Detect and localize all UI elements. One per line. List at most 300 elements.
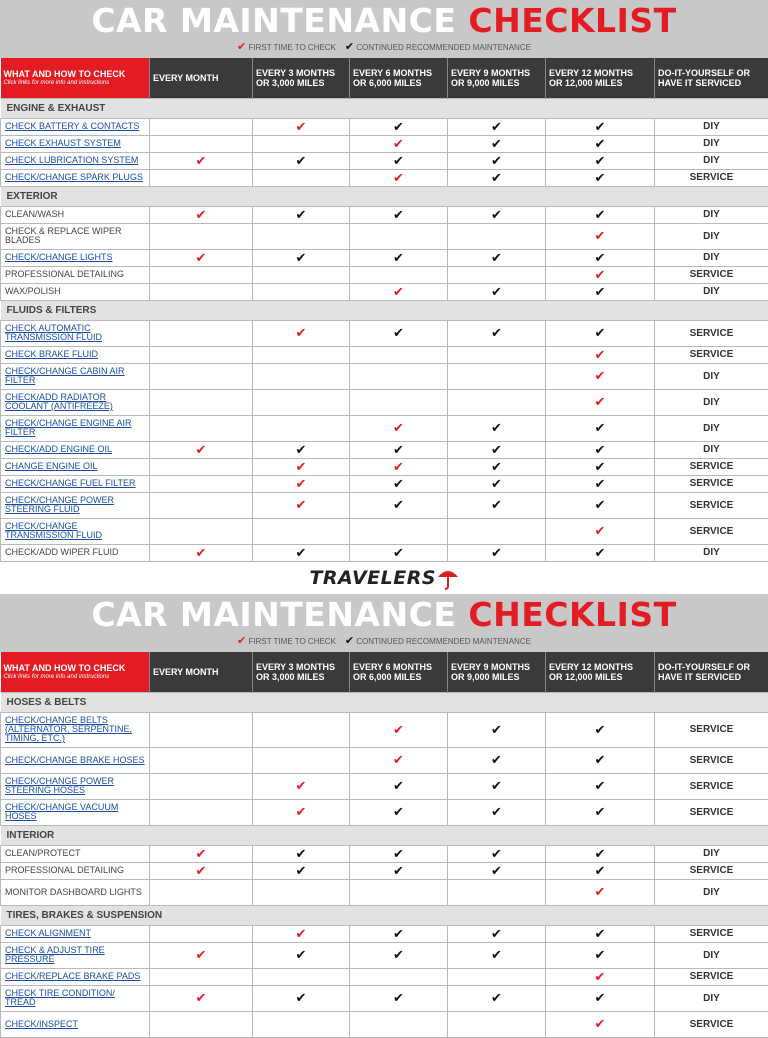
- task-label: CHECK/ADD WIPER FLUID: [1, 544, 150, 561]
- table-row: [1, 206, 768, 223]
- table-row: [1, 862, 768, 879]
- task-link[interactable]: CHECK ALIGNMENT: [1, 925, 150, 942]
- legend-first-time: FIRST TIME TO CHECK: [249, 637, 336, 646]
- black-check-icon: ✔: [546, 845, 655, 862]
- red-check-icon: ✔: [150, 249, 253, 266]
- maintenance-table-2: [0, 652, 768, 1038]
- legend: [0, 40, 768, 55]
- black-check-icon: ✔: [448, 249, 546, 266]
- diy-or-service: SERVICE: [655, 458, 768, 475]
- red-check-icon: ✔: [150, 942, 253, 968]
- black-check-icon: ✔: [448, 773, 546, 799]
- empty-cell: [253, 135, 350, 152]
- table-row: [1, 968, 768, 985]
- diy-or-service: DIY: [655, 152, 768, 169]
- empty-cell: [448, 363, 546, 389]
- task-link[interactable]: CHECK/CHANGE LIGHTS: [1, 249, 150, 266]
- col-9-months: EVERY 9 MONTHS OR 9,000 MILES: [448, 652, 546, 692]
- red-check-icon: ✔: [150, 862, 253, 879]
- black-check-icon: ✔: [350, 320, 448, 346]
- maintenance-table-1: [0, 58, 768, 562]
- empty-cell: [350, 879, 448, 905]
- table-row: [1, 773, 768, 799]
- empty-cell: [350, 266, 448, 283]
- col-3-months: EVERY 3 MONTHS OR 3,000 MILES: [253, 58, 350, 98]
- black-check-icon: ✔: [350, 544, 448, 561]
- table-row: [1, 118, 768, 135]
- red-check-icon: ✔: [253, 799, 350, 825]
- empty-cell: [150, 1011, 253, 1037]
- diy-or-service: SERVICE: [655, 773, 768, 799]
- empty-cell: [150, 223, 253, 249]
- black-check-icon: ✔: [350, 206, 448, 223]
- diy-or-service: SERVICE: [655, 747, 768, 773]
- black-check-icon: ✔: [350, 118, 448, 135]
- task-label: CLEAN/WASH: [1, 206, 150, 223]
- black-check-icon: ✔: [448, 320, 546, 346]
- col-12-months: EVERY 12 MONTHS OR 12,000 MILES: [546, 652, 655, 692]
- black-check-icon: ✔: [546, 985, 655, 1011]
- black-check-icon: ✔: [350, 925, 448, 942]
- empty-cell: [150, 346, 253, 363]
- diy-or-service: DIY: [655, 942, 768, 968]
- empty-cell: [150, 415, 253, 441]
- empty-cell: [253, 389, 350, 415]
- black-check-icon: ✔: [448, 544, 546, 561]
- col-what-how: WHAT AND HOW TO CHECK Click links for more info and instructions: [1, 652, 150, 692]
- empty-cell: [253, 346, 350, 363]
- black-check-icon: ✔: [350, 152, 448, 169]
- section-header: [1, 905, 768, 925]
- diy-or-service: DIY: [655, 441, 768, 458]
- diy-or-service: SERVICE: [655, 1011, 768, 1037]
- empty-cell: [150, 475, 253, 492]
- task-link[interactable]: CHECK/ADD RADIATOR COOLANT (ANTIFREEZE): [1, 389, 150, 415]
- task-link[interactable]: CHANGE ENGINE OIL: [1, 458, 150, 475]
- red-check-icon: ✔: [237, 41, 246, 53]
- black-check-icon: ✔: [546, 925, 655, 942]
- black-check-icon: ✔: [448, 441, 546, 458]
- black-check-icon: ✔: [546, 773, 655, 799]
- red-check-icon: ✔: [546, 223, 655, 249]
- page-title: CAR MAINTENANCE CHECKLIST: [0, 0, 768, 40]
- red-check-icon: ✔: [253, 925, 350, 942]
- empty-cell: [150, 968, 253, 985]
- table-row: [1, 223, 768, 249]
- task-link[interactable]: CHECK/CHANGE BELTS (ALTERNATOR, SERPENTINE, TIMING, ETC.): [1, 712, 150, 747]
- col-3-months: EVERY 3 MONTHS OR 3,000 MILES: [253, 652, 350, 692]
- col-6-months: EVERY 6 MONTHS OR 6,000 MILES: [350, 652, 448, 692]
- col-12-months: EVERY 12 MONTHS OR 12,000 MILES: [546, 58, 655, 98]
- table-row: [1, 925, 768, 942]
- table-row: [1, 712, 768, 747]
- section-title: TIRES, BRAKES & SUSPENSION: [1, 905, 768, 925]
- black-check-icon: ✔: [448, 135, 546, 152]
- black-check-icon: ✔: [448, 475, 546, 492]
- empty-cell: [253, 415, 350, 441]
- red-check-icon: ✔: [546, 363, 655, 389]
- section-header: [1, 98, 768, 118]
- empty-cell: [448, 968, 546, 985]
- black-check-icon: ✔: [448, 942, 546, 968]
- table-row: [1, 845, 768, 862]
- red-check-icon: ✔: [150, 441, 253, 458]
- red-check-icon: ✔: [546, 1011, 655, 1037]
- black-check-icon: ✔: [350, 492, 448, 518]
- empty-cell: [253, 283, 350, 300]
- black-check-icon: ✔: [253, 862, 350, 879]
- red-check-icon: ✔: [546, 266, 655, 283]
- black-check-icon: ✔: [546, 118, 655, 135]
- task-label: PROFESSIONAL DETAILING: [1, 266, 150, 283]
- empty-cell: [253, 169, 350, 186]
- black-check-icon: ✔: [350, 441, 448, 458]
- task-link[interactable]: CHECK LUBRICATION SYSTEM: [1, 152, 150, 169]
- umbrella-icon: [437, 567, 459, 591]
- empty-cell: [150, 747, 253, 773]
- table-row: [1, 985, 768, 1011]
- diy-or-service: DIY: [655, 389, 768, 415]
- col-9-months: EVERY 9 MONTHS OR 9,000 MILES: [448, 58, 546, 98]
- red-check-icon: ✔: [150, 845, 253, 862]
- task-link[interactable]: CHECK AUTOMATIC TRANSMISSION FLUID: [1, 320, 150, 346]
- black-check-icon: ✔: [345, 635, 354, 647]
- empty-cell: [150, 320, 253, 346]
- red-check-icon: ✔: [150, 985, 253, 1011]
- black-check-icon: ✔: [448, 118, 546, 135]
- empty-cell: [150, 266, 253, 283]
- table-row: [1, 1011, 768, 1037]
- black-check-icon: ✔: [350, 942, 448, 968]
- col-every-month: EVERY MONTH: [150, 58, 253, 98]
- task-label: MONITOR DASHBOARD LIGHTS: [1, 879, 150, 905]
- section-header: [1, 825, 768, 845]
- empty-cell: [448, 346, 546, 363]
- diy-or-service: DIY: [655, 118, 768, 135]
- diy-or-service: DIY: [655, 415, 768, 441]
- table-row: [1, 544, 768, 561]
- black-check-icon: ✔: [448, 283, 546, 300]
- black-check-icon: ✔: [546, 475, 655, 492]
- empty-cell: [150, 492, 253, 518]
- black-check-icon: ✔: [546, 249, 655, 266]
- table-row: [1, 475, 768, 492]
- table-body-2: [1, 692, 768, 1037]
- table-row: [1, 415, 768, 441]
- section-header: [1, 692, 768, 712]
- red-check-icon: ✔: [253, 118, 350, 135]
- black-check-icon: ✔: [546, 458, 655, 475]
- red-check-icon: ✔: [350, 135, 448, 152]
- table-row: [1, 458, 768, 475]
- empty-cell: [150, 135, 253, 152]
- diy-or-service: SERVICE: [655, 799, 768, 825]
- diy-or-service: DIY: [655, 879, 768, 905]
- empty-cell: [448, 389, 546, 415]
- black-check-icon: ✔: [546, 320, 655, 346]
- task-link[interactable]: CHECK BATTERY & CONTACTS: [1, 118, 150, 135]
- diy-or-service: SERVICE: [655, 320, 768, 346]
- red-check-icon: ✔: [253, 475, 350, 492]
- task-link[interactable]: CHECK/CHANGE SPARK PLUGS: [1, 169, 150, 186]
- black-check-icon: ✔: [350, 475, 448, 492]
- brand-name: TRAVELERS: [309, 567, 436, 589]
- black-check-icon: ✔: [253, 206, 350, 223]
- table-row: [1, 799, 768, 825]
- table-row: [1, 879, 768, 905]
- task-label: CLEAN/PROTECT: [1, 845, 150, 862]
- task-link[interactable]: CHECK/CHANGE VACUUM HOSES: [1, 799, 150, 825]
- black-check-icon: ✔: [546, 862, 655, 879]
- diy-or-service: DIY: [655, 985, 768, 1011]
- table-row: [1, 389, 768, 415]
- red-check-icon: ✔: [546, 879, 655, 905]
- task-link[interactable]: CHECK/CHANGE FUEL FILTER: [1, 475, 150, 492]
- diy-or-service: DIY: [655, 135, 768, 152]
- black-check-icon: ✔: [350, 773, 448, 799]
- black-check-icon: ✔: [448, 925, 546, 942]
- empty-cell: [253, 968, 350, 985]
- table-row: [1, 320, 768, 346]
- diy-or-service: DIY: [655, 845, 768, 862]
- empty-cell: [150, 458, 253, 475]
- black-check-icon: ✔: [448, 206, 546, 223]
- black-check-icon: ✔: [448, 862, 546, 879]
- empty-cell: [448, 266, 546, 283]
- task-link[interactable]: CHECK/REPLACE BRAKE PADS: [1, 968, 150, 985]
- empty-cell: [150, 363, 253, 389]
- col-6-months: EVERY 6 MONTHS OR 6,000 MILES: [350, 58, 448, 98]
- red-check-icon: ✔: [546, 968, 655, 985]
- black-check-icon: ✔: [253, 249, 350, 266]
- task-link[interactable]: CHECK/ADD ENGINE OIL: [1, 441, 150, 458]
- empty-cell: [253, 879, 350, 905]
- black-check-icon: ✔: [253, 985, 350, 1011]
- black-check-icon: ✔: [448, 458, 546, 475]
- diy-or-service: SERVICE: [655, 346, 768, 363]
- black-check-icon: ✔: [546, 283, 655, 300]
- empty-cell: [448, 223, 546, 249]
- legend-continued: CONTINUED RECOMMENDED MAINTENANCE: [356, 43, 531, 52]
- black-check-icon: ✔: [448, 169, 546, 186]
- black-check-icon: ✔: [448, 747, 546, 773]
- diy-or-service: SERVICE: [655, 518, 768, 544]
- empty-cell: [448, 1011, 546, 1037]
- black-check-icon: ✔: [350, 799, 448, 825]
- empty-cell: [350, 1011, 448, 1037]
- task-link[interactable]: CHECK/INSPECT: [1, 1011, 150, 1037]
- col-every-month: EVERY MONTH: [150, 652, 253, 692]
- empty-cell: [350, 346, 448, 363]
- page-title-2: CAR MAINTENANCE CHECKLIST: [0, 594, 768, 634]
- empty-cell: [448, 879, 546, 905]
- title-band-2: [0, 594, 768, 652]
- task-link[interactable]: CHECK EXHAUST SYSTEM: [1, 135, 150, 152]
- table-row: [1, 283, 768, 300]
- black-check-icon: ✔: [253, 942, 350, 968]
- table-row: [1, 518, 768, 544]
- diy-or-service: DIY: [655, 249, 768, 266]
- diy-or-service: SERVICE: [655, 968, 768, 985]
- empty-cell: [350, 389, 448, 415]
- black-check-icon: ✔: [546, 415, 655, 441]
- table-row: [1, 266, 768, 283]
- black-check-icon: ✔: [448, 985, 546, 1011]
- black-check-icon: ✔: [546, 206, 655, 223]
- empty-cell: [150, 799, 253, 825]
- legend-first-time: FIRST TIME TO CHECK: [249, 43, 336, 52]
- section-title: EXTERIOR: [1, 186, 768, 206]
- section-header: [1, 186, 768, 206]
- diy-or-service: DIY: [655, 363, 768, 389]
- task-link[interactable]: CHECK/CHANGE ENGINE AIR FILTER: [1, 415, 150, 441]
- black-check-icon: ✔: [546, 492, 655, 518]
- black-check-icon: ✔: [546, 747, 655, 773]
- empty-cell: [253, 518, 350, 544]
- task-link[interactable]: CHECK TIRE CONDITION/ TREAD: [1, 985, 150, 1011]
- black-check-icon: ✔: [448, 799, 546, 825]
- section-title: ENGINE & EXHAUST: [1, 98, 768, 118]
- black-check-icon: ✔: [448, 845, 546, 862]
- black-check-icon: ✔: [350, 862, 448, 879]
- task-link[interactable]: CHECK/CHANGE CABIN AIR FILTER: [1, 363, 150, 389]
- black-check-icon: ✔: [546, 441, 655, 458]
- diy-or-service: SERVICE: [655, 925, 768, 942]
- red-check-icon: ✔: [150, 544, 253, 561]
- table-row: [1, 942, 768, 968]
- table-row: [1, 135, 768, 152]
- black-check-icon: ✔: [253, 544, 350, 561]
- empty-cell: [150, 118, 253, 135]
- diy-or-service: DIY: [655, 223, 768, 249]
- section-title: HOSES & BELTS: [1, 692, 768, 712]
- black-check-icon: ✔: [546, 799, 655, 825]
- empty-cell: [253, 747, 350, 773]
- task-link[interactable]: CHECK BRAKE FLUID: [1, 346, 150, 363]
- table-row: [1, 492, 768, 518]
- diy-or-service: DIY: [655, 283, 768, 300]
- red-check-icon: ✔: [546, 518, 655, 544]
- empty-cell: [350, 518, 448, 544]
- red-check-icon: ✔: [350, 712, 448, 747]
- black-check-icon: ✔: [546, 544, 655, 561]
- empty-cell: [150, 518, 253, 544]
- table-body-1: [1, 98, 768, 561]
- title-band: [0, 0, 768, 58]
- task-link[interactable]: CHECK/CHANGE TRANSMISSION FLUID: [1, 518, 150, 544]
- empty-cell: [150, 773, 253, 799]
- section-title: INTERIOR: [1, 825, 768, 845]
- table-row: [1, 169, 768, 186]
- red-check-icon: ✔: [253, 773, 350, 799]
- black-check-icon: ✔: [546, 712, 655, 747]
- section-header: [1, 300, 768, 320]
- red-check-icon: ✔: [253, 320, 350, 346]
- red-check-icon: ✔: [546, 346, 655, 363]
- table-row: [1, 747, 768, 773]
- table-row: [1, 249, 768, 266]
- black-check-icon: ✔: [350, 985, 448, 1011]
- red-check-icon: ✔: [237, 635, 246, 647]
- diy-or-service: SERVICE: [655, 712, 768, 747]
- travelers-logo: [0, 567, 768, 591]
- table-row: [1, 346, 768, 363]
- task-link[interactable]: CHECK/CHANGE POWER STEERING FLUID: [1, 492, 150, 518]
- black-check-icon: ✔: [253, 845, 350, 862]
- col-diy-service: DO-IT-YOURSELF OR HAVE IT SERVICED: [655, 652, 768, 692]
- black-check-icon: ✔: [253, 441, 350, 458]
- task-link[interactable]: CHECK/CHANGE BRAKE HOSES: [1, 747, 150, 773]
- red-check-icon: ✔: [253, 492, 350, 518]
- task-label: PROFESSIONAL DETAILING: [1, 862, 150, 879]
- black-check-icon: ✔: [546, 135, 655, 152]
- empty-cell: [253, 363, 350, 389]
- table-row: [1, 441, 768, 458]
- empty-cell: [448, 518, 546, 544]
- empty-cell: [150, 169, 253, 186]
- red-check-icon: ✔: [350, 458, 448, 475]
- empty-cell: [150, 389, 253, 415]
- empty-cell: [150, 925, 253, 942]
- black-check-icon: ✔: [350, 845, 448, 862]
- black-check-icon: ✔: [546, 152, 655, 169]
- red-check-icon: ✔: [350, 283, 448, 300]
- table-row: [1, 363, 768, 389]
- diy-or-service: SERVICE: [655, 266, 768, 283]
- task-label: WAX/POLISH: [1, 283, 150, 300]
- diy-or-service: SERVICE: [655, 475, 768, 492]
- task-label: CHECK & REPLACE WIPER BLADES: [1, 223, 150, 249]
- black-check-icon: ✔: [448, 415, 546, 441]
- empty-cell: [253, 223, 350, 249]
- red-check-icon: ✔: [350, 415, 448, 441]
- black-check-icon: ✔: [546, 169, 655, 186]
- task-link[interactable]: CHECK/CHANGE POWER STEERING HOSES: [1, 773, 150, 799]
- checklist-page-2: [0, 594, 768, 1038]
- red-check-icon: ✔: [546, 389, 655, 415]
- empty-cell: [150, 712, 253, 747]
- table-row: [1, 152, 768, 169]
- diy-or-service: SERVICE: [655, 169, 768, 186]
- black-check-icon: ✔: [350, 249, 448, 266]
- empty-cell: [350, 968, 448, 985]
- black-check-icon: ✔: [345, 41, 354, 53]
- red-check-icon: ✔: [350, 169, 448, 186]
- diy-or-service: SERVICE: [655, 862, 768, 879]
- empty-cell: [350, 363, 448, 389]
- red-check-icon: ✔: [253, 458, 350, 475]
- diy-or-service: DIY: [655, 544, 768, 561]
- black-check-icon: ✔: [448, 712, 546, 747]
- empty-cell: [350, 223, 448, 249]
- red-check-icon: ✔: [350, 747, 448, 773]
- legend-continued: CONTINUED RECOMMENDED MAINTENANCE: [356, 637, 531, 646]
- task-link[interactable]: CHECK & ADJUST TIRE PRESSURE: [1, 942, 150, 968]
- black-check-icon: ✔: [448, 152, 546, 169]
- empty-cell: [253, 712, 350, 747]
- legend-2: [0, 634, 768, 649]
- empty-cell: [150, 879, 253, 905]
- red-check-icon: ✔: [150, 206, 253, 223]
- diy-or-service: SERVICE: [655, 492, 768, 518]
- black-check-icon: ✔: [546, 942, 655, 968]
- empty-cell: [253, 266, 350, 283]
- empty-cell: [253, 1011, 350, 1037]
- empty-cell: [150, 283, 253, 300]
- black-check-icon: ✔: [448, 492, 546, 518]
- col-diy-service: DO-IT-YOURSELF OR HAVE IT SERVICED: [655, 58, 768, 98]
- col-what-how: WHAT AND HOW TO CHECK Click links for more info and instructions: [1, 58, 150, 98]
